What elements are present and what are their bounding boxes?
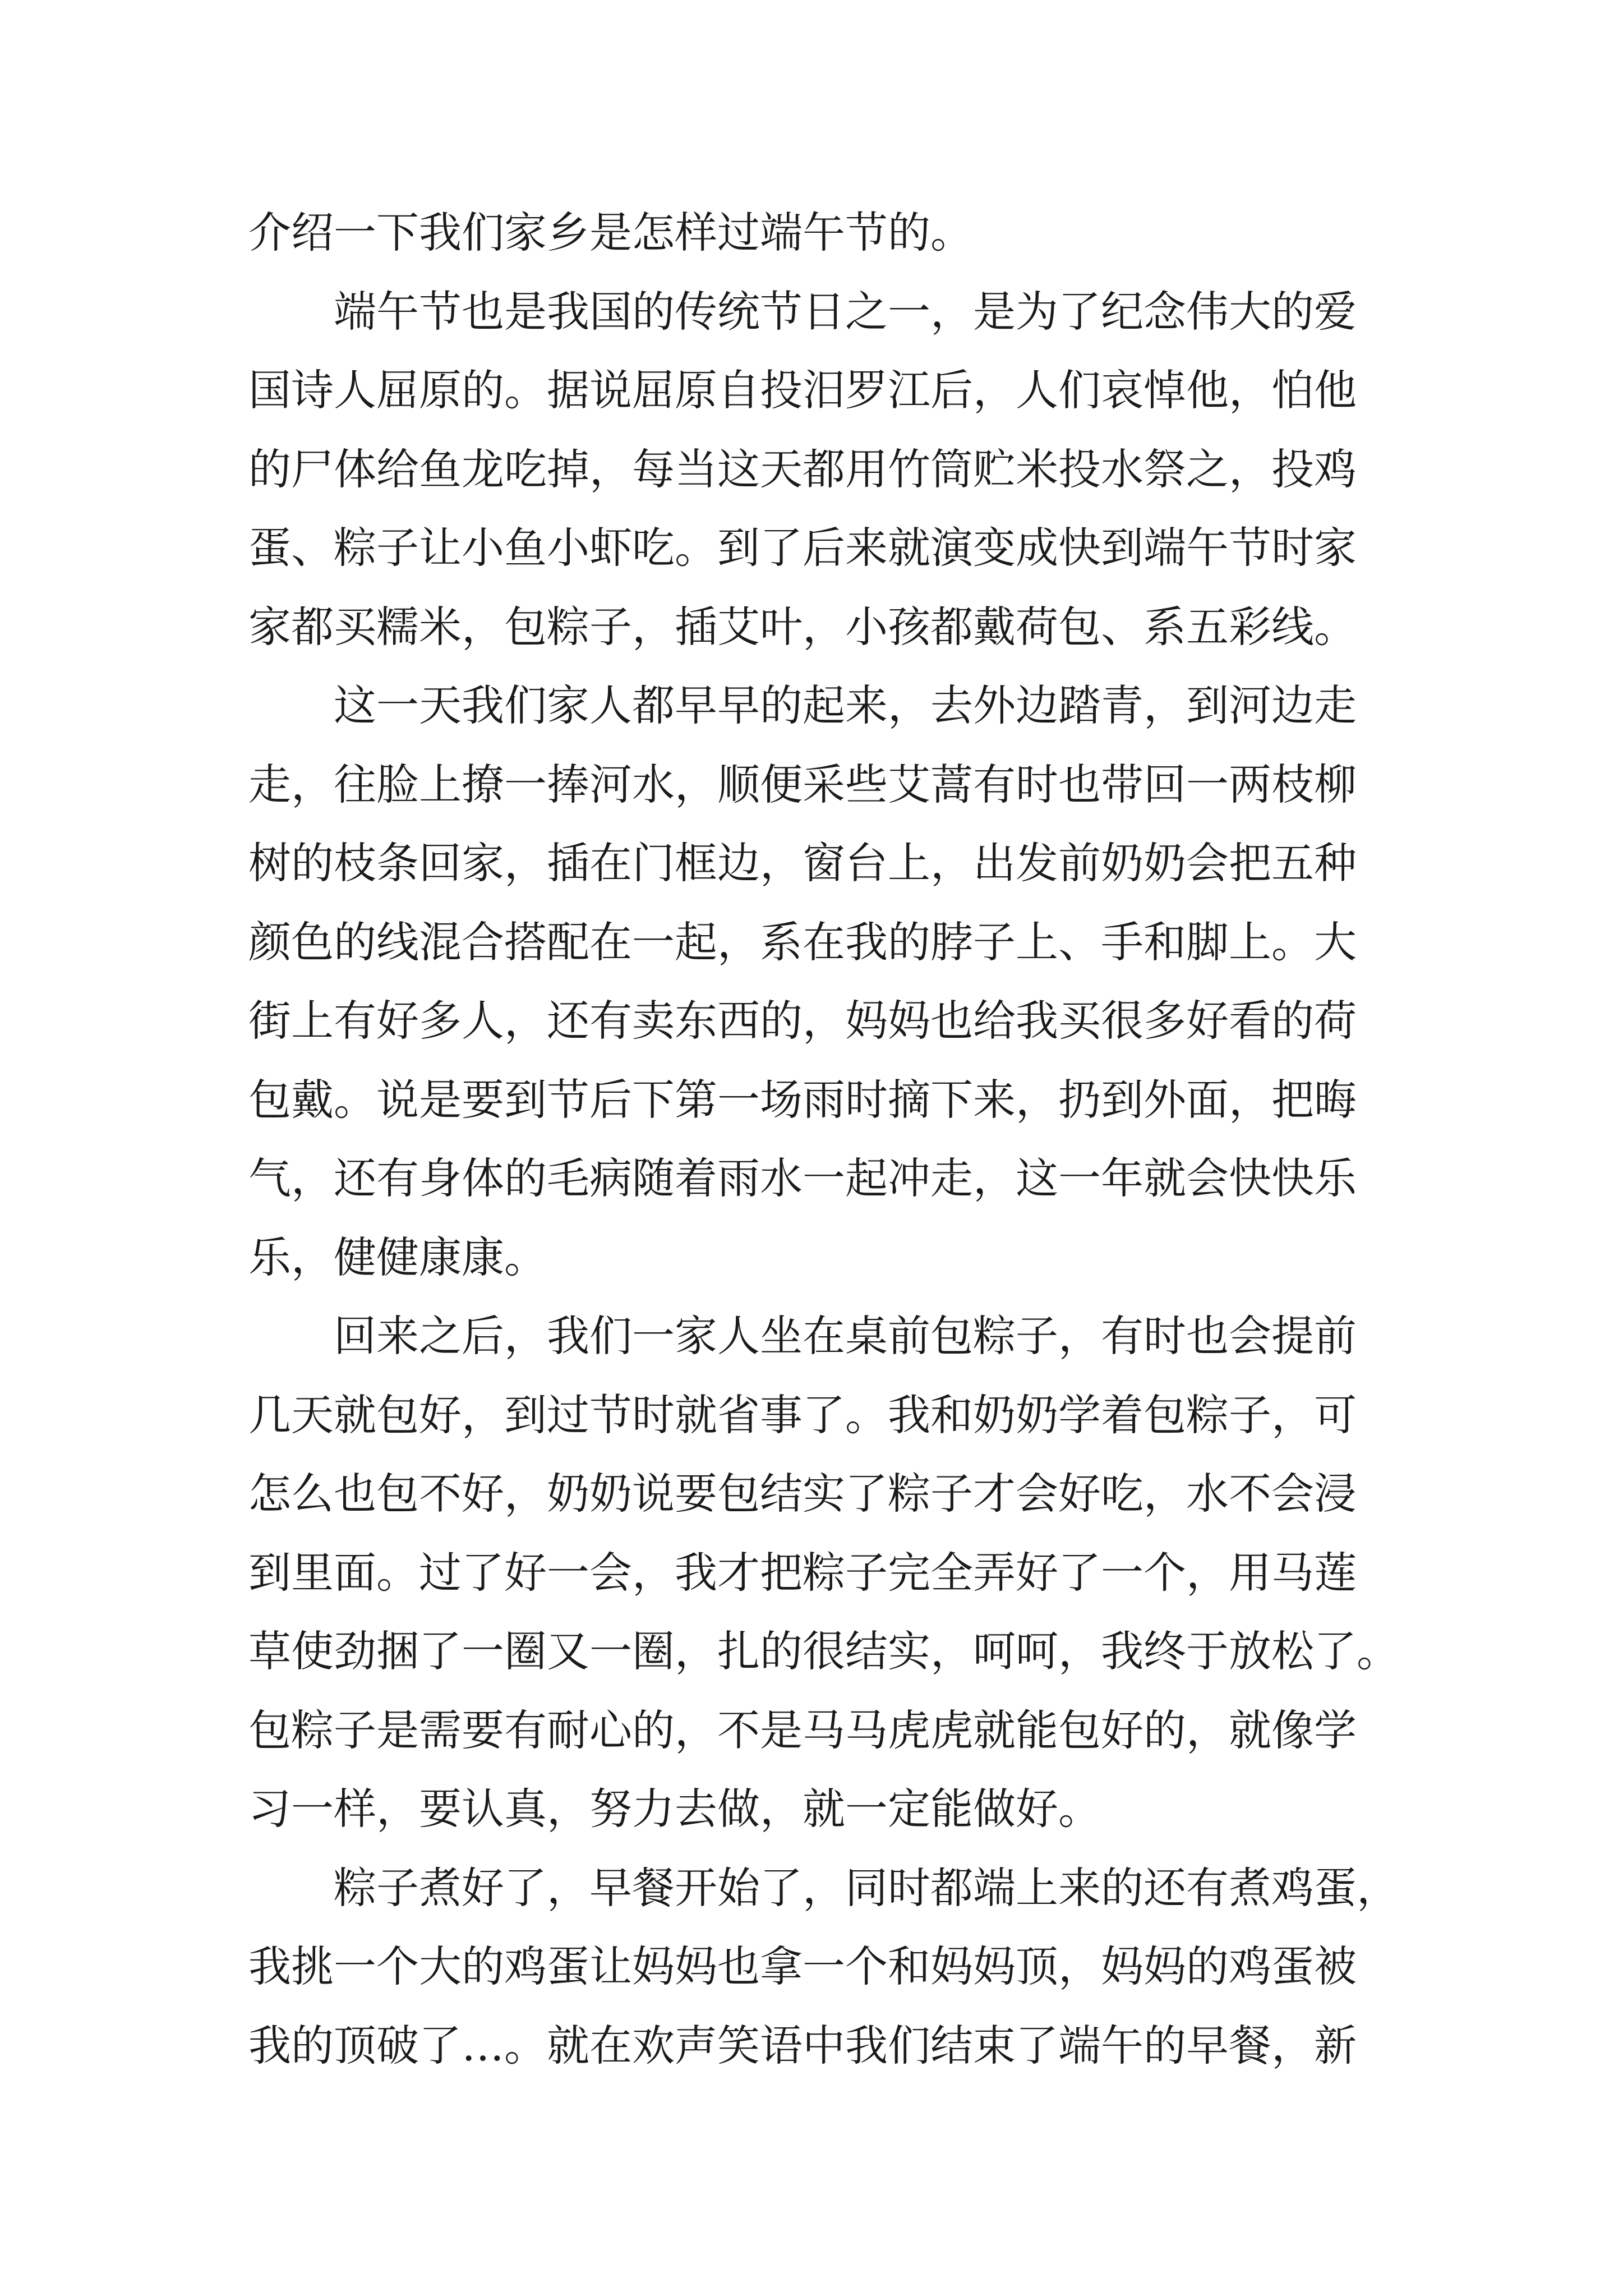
paragraph-first-line: 粽子煮好了，早餐开始了，同时都端上来的还有煮鸡蛋， [334, 1862, 1399, 1913]
paragraph-first-line: 端午节也是我国的传统节日之一，是为了纪念伟大的爱 [334, 286, 1357, 337]
text-line: 几天就包好，到过节时就省事了。我和奶奶学着包粽子，可 [248, 1389, 1357, 1440]
text-line: 的尸体给鱼龙吃掉，每当这天都用竹筒贮米投水祭之，投鸡 [248, 444, 1357, 494]
text-line: 包粽子是需要有耐心的，不是马马虎虎就能包好的，就像学 [248, 1705, 1357, 1755]
text-line: 到里面。过了好一会，我才把粽子完全弄好了一个，用马莲 [248, 1547, 1357, 1598]
paragraph-first-line: 这一天我们家人都早早的起来，去外边踏青，到河边走 [334, 680, 1357, 730]
text-line: 我挑一个大的鸡蛋让妈妈也拿一个和妈妈顶，妈妈的鸡蛋被 [248, 1941, 1357, 1991]
text-line: 家都买糯米，包粽子，插艾叶，小孩都戴荷包、系五彩线。 [248, 601, 1357, 652]
text-line: 怎么也包不好，奶奶说要包结实了粽子才会好吃，水不会浸 [248, 1469, 1357, 1519]
text-line: 习一样，要认真，努力去做，就一定能做好。 [248, 1784, 1101, 1834]
text-line: 气，还有身体的毛病随着雨水一起冲走，这一年就会快快乐 [248, 1153, 1357, 1203]
text-line: 树的枝条回家，插在门框边，窗台上，出发前奶奶会把五种 [248, 838, 1357, 888]
paragraph-first-line: 回来之后，我们一家人坐在桌前包粽子，有时也会提前 [334, 1311, 1357, 1361]
text-line: 国诗人屈原的。据说屈原自投汨罗江后，人们哀悼他，怕他 [248, 365, 1357, 415]
text-line: 我的顶破了…。就在欢声笑语中我们结束了端午的早餐，新 [248, 2020, 1357, 2070]
text-line: 乐，健健康康。 [248, 1232, 547, 1282]
text-line: 蛋、粽子让小鱼小虾吃。到了后来就演变成快到端午节时家 [248, 523, 1357, 573]
text-line: 包戴。说是要到节后下第一场雨时摘下来，扔到外面，把晦 [248, 1074, 1357, 1125]
essay-body [248, 194, 1399, 2085]
text-line: 街上有好多人，还有卖东西的，妈妈也给我买很多好看的荷 [248, 996, 1357, 1046]
text-line: 草使劲捆了一圈又一圈，扎的很结实，呵呵，我终于放松了。 [248, 1626, 1399, 1676]
text-line: 颜色的线混合搭配在一起，系在我的脖子上、手和脚上。大 [248, 917, 1357, 967]
text-line: 走，往脸上撩一捧河水，顺便采些艾蒿有时也带回一两枝柳 [248, 759, 1357, 809]
text-line: 介绍一下我们家乡是怎样过端午节的。 [248, 208, 973, 257]
